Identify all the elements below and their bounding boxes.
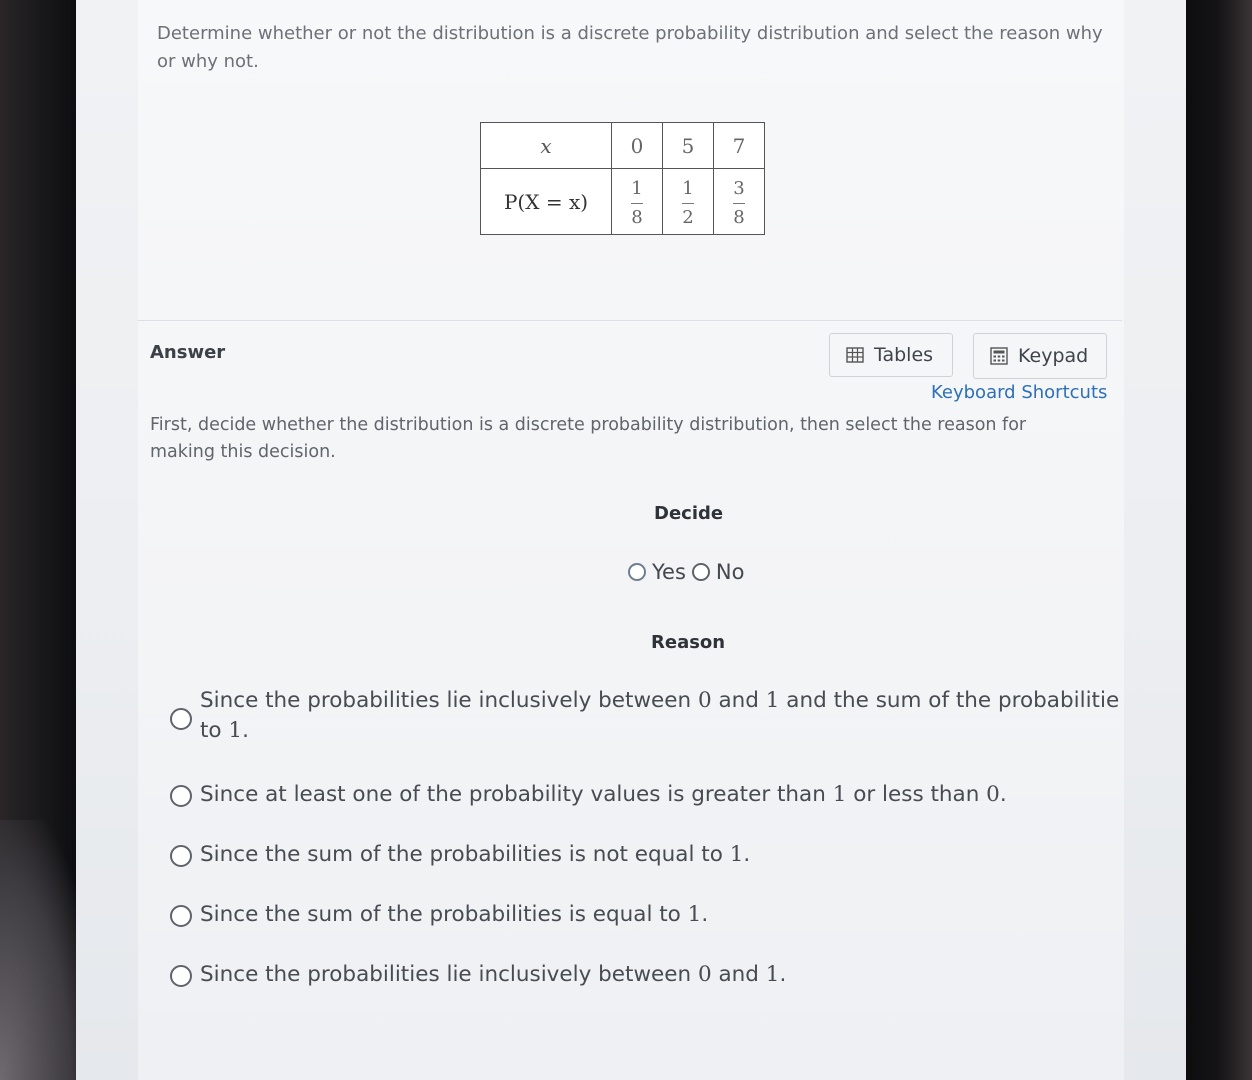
denominator: 8 — [733, 207, 745, 228]
decide-options — [628, 560, 744, 584]
p-header: P(X = x) — [481, 169, 612, 235]
text-fragment: . — [701, 902, 709, 927]
numerator: 1 — [682, 178, 694, 199]
yes-label[interactable]: Yes — [652, 560, 686, 584]
numerator: 1 — [631, 178, 643, 199]
reason-text — [200, 686, 1130, 748]
text-fragment: to — [200, 718, 229, 743]
text-fragment: . — [743, 842, 751, 867]
x-value: 7 — [714, 123, 765, 169]
probability-cell — [714, 169, 765, 235]
text-fragment: . — [242, 718, 249, 743]
reason-option[interactable] — [170, 900, 708, 930]
tables-button[interactable] — [829, 333, 953, 377]
reason-radio[interactable] — [170, 845, 192, 867]
reason-option[interactable] — [170, 960, 786, 990]
calculator-icon — [990, 347, 1008, 365]
math-number: 0 — [986, 782, 1000, 807]
text-fragment: and — [711, 688, 766, 713]
distribution-table — [480, 122, 765, 235]
text-fragment: . — [779, 962, 787, 987]
fraction — [631, 179, 643, 228]
reason-radio[interactable] — [170, 785, 192, 807]
text-fragment: Since at least one of the probability values is greater than — [200, 782, 833, 807]
table-icon — [846, 347, 864, 363]
math-number: 0 — [697, 962, 712, 987]
fraction-bar — [733, 203, 745, 204]
reason-radio[interactable] — [170, 708, 192, 730]
section-divider — [138, 320, 1122, 321]
probability-cell — [612, 169, 663, 235]
reason-radio[interactable] — [170, 905, 192, 927]
keypad-label: Keypad — [1018, 345, 1089, 367]
reason-option[interactable] — [170, 780, 1007, 810]
reason-heading: Reason — [651, 632, 726, 653]
text-fragment: . — [999, 782, 1007, 807]
math-number: 1 — [765, 962, 780, 987]
no-label[interactable]: No — [715, 560, 745, 584]
reason-option[interactable] — [170, 840, 750, 870]
numerator: 3 — [733, 178, 745, 199]
probability-cell — [663, 169, 714, 235]
keyboard-shortcuts-link[interactable]: Keyboard Shortcuts — [931, 382, 1108, 403]
fraction-bar — [682, 203, 694, 204]
fraction-bar — [631, 203, 643, 204]
answer-heading: Answer — [150, 342, 226, 363]
math-number: 1 — [729, 842, 744, 867]
reason-line — [200, 718, 249, 743]
reason-option[interactable] — [170, 686, 1130, 748]
x-row — [481, 123, 765, 169]
reason-text — [200, 900, 708, 930]
math-number: 0 — [697, 688, 712, 713]
keypad-button[interactable] — [973, 333, 1107, 379]
reason-text — [200, 960, 786, 990]
decide-heading: Decide — [654, 503, 724, 524]
denominator: 2 — [682, 207, 694, 228]
text-fragment: Since the probabilities lie inclusively between — [200, 962, 698, 987]
math-number: 1 — [228, 718, 243, 743]
text-fragment: Since the probabilities lie inclusively between — [200, 688, 698, 713]
reason-line — [200, 688, 1119, 713]
x-value: 0 — [612, 123, 663, 169]
reason-text — [200, 780, 1007, 810]
text-fragment: Since the sum of the probabilities is not equal to — [200, 842, 730, 867]
text-fragment: and the sum of the probabilitie — [779, 688, 1120, 713]
instructions-text: First, decide whether the distribution is a discrete probability distribution, then select the reason for making this decision. — [150, 415, 1027, 462]
math-number: 1 — [765, 688, 780, 713]
device-bezel-right — [1176, 0, 1252, 1080]
text-fragment: Since the sum of the probabilities is equal to — [200, 902, 688, 927]
math-number: 1 — [687, 902, 702, 927]
no-radio[interactable] — [692, 563, 710, 581]
math-number: 1 — [832, 782, 847, 807]
tables-label: Tables — [874, 344, 934, 366]
yes-radio[interactable] — [628, 563, 646, 581]
text-fragment: and — [711, 962, 766, 987]
fraction — [733, 179, 745, 228]
question-text: Determine whether or not the distribution is a discrete probability distribution and select the reason why or why not. — [157, 23, 1103, 72]
x-header: x — [481, 123, 612, 169]
probability-row — [481, 169, 765, 235]
denominator: 8 — [631, 207, 643, 228]
text-fragment: or less than — [846, 782, 987, 807]
reason-radio[interactable] — [170, 965, 192, 987]
reason-text — [200, 840, 750, 870]
x-value: 5 — [663, 123, 714, 169]
fraction — [682, 179, 694, 228]
